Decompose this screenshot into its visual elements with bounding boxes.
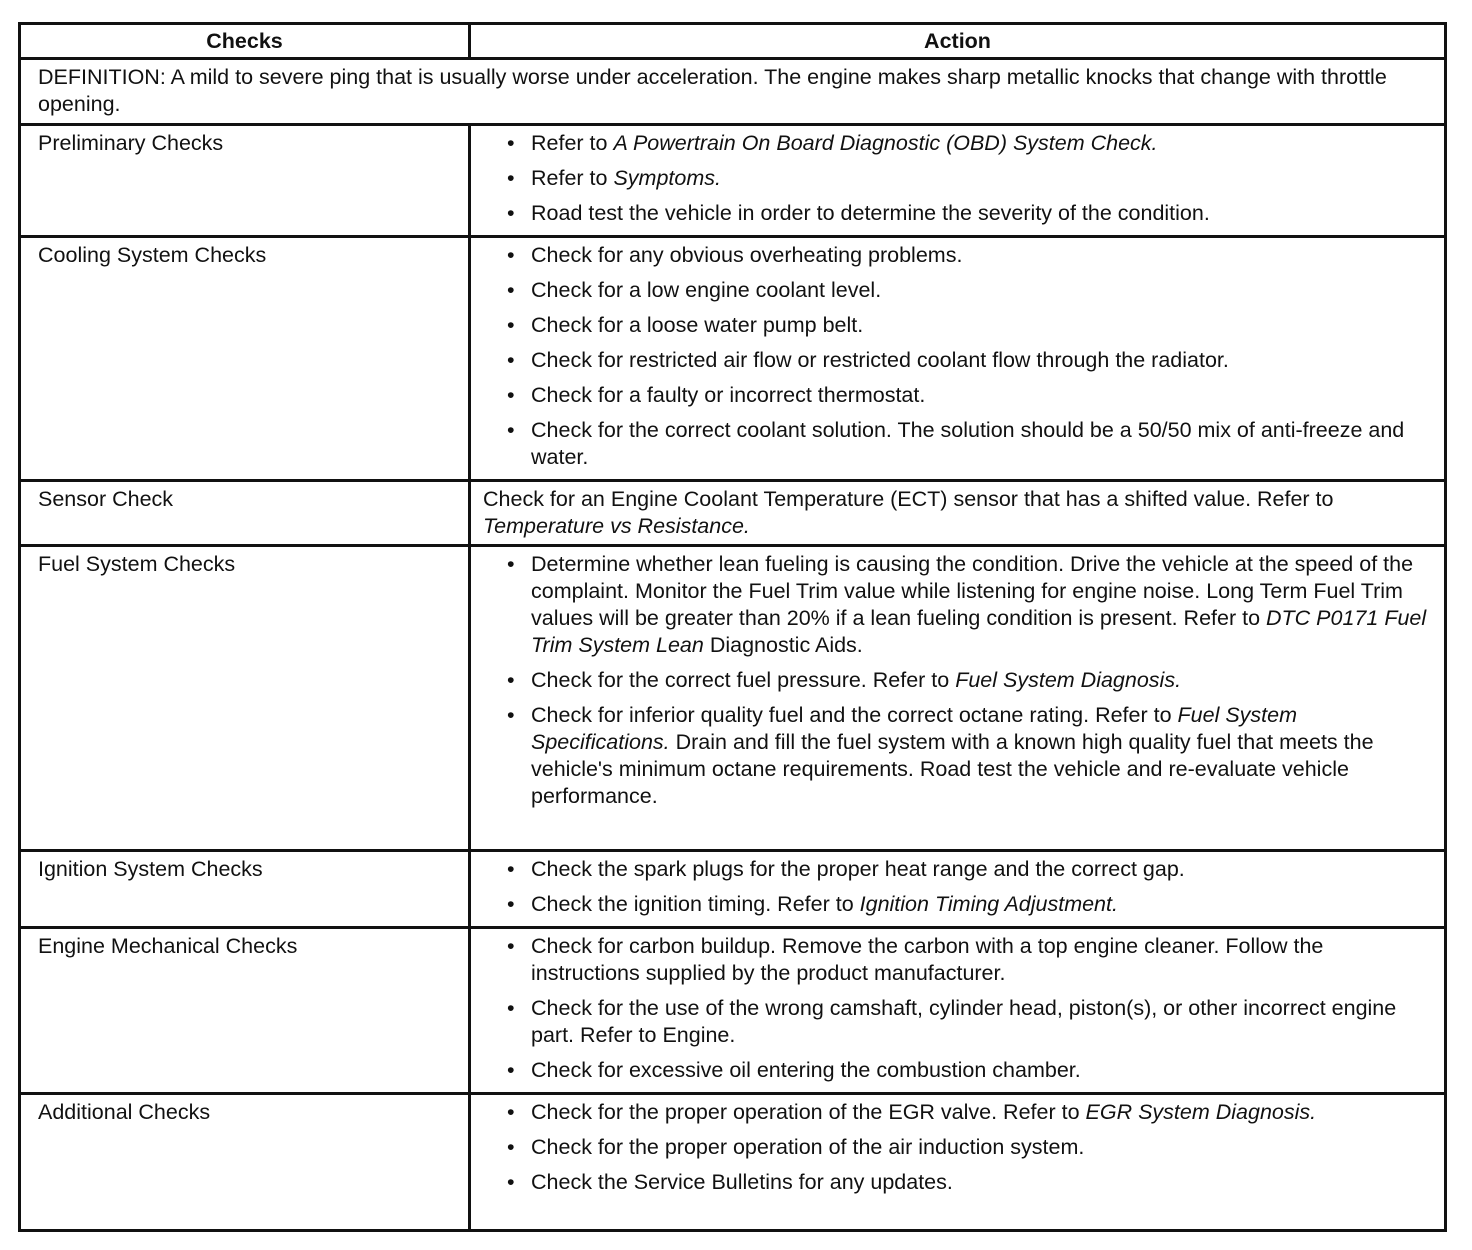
action-item — [531, 891, 1434, 918]
check-row — [20, 851, 1446, 928]
check-name: Engine Mechanical Checks — [20, 928, 470, 1094]
action-item — [531, 1057, 1434, 1084]
text-segment: Check the spark plugs for the proper heat range and the correct gap. — [531, 857, 1185, 881]
action-item — [531, 277, 1434, 304]
action-item — [531, 130, 1434, 157]
action-item — [531, 165, 1434, 192]
action-item — [531, 242, 1434, 269]
check-row — [20, 546, 1446, 851]
text-segment: Check for the correct coolant solution. The solution should be a 50/50 mix of anti-freeze and water. — [531, 418, 1405, 469]
reference-link-text: A Powertrain On Board Diagnostic (OBD) System Check. — [613, 131, 1158, 155]
text-segment: Check for a low engine coolant level. — [531, 278, 882, 302]
action-item — [531, 417, 1434, 471]
text-segment: Check for a faulty or incorrect thermostat. — [531, 383, 926, 407]
text-segment: Refer to — [531, 131, 614, 155]
check-row — [20, 1094, 1446, 1231]
check-row — [20, 125, 1446, 237]
reference-link-text: Ignition Timing Adjustment. — [859, 892, 1118, 916]
action-cell — [470, 928, 1446, 1094]
reference-link-text: DTC P0171 Fuel Trim System Lean — [531, 606, 1427, 657]
action-cell — [470, 125, 1446, 237]
text-segment: Check for the proper operation of the air induction system. — [531, 1135, 1085, 1159]
check-row — [20, 237, 1446, 481]
text-segment: Check for a loose water pump belt. — [531, 313, 864, 337]
action-item — [531, 856, 1434, 883]
check-name: Sensor Check — [20, 481, 470, 546]
text-segment: Determine whether lean fueling is causing the condition. Drive the vehicle at the speed of the complaint. Monitor the Fuel Trim value while listening for engine noise. Long Term Fuel Trim values will be greater than 20% if a lean fueling condition is present. Refer to — [531, 552, 1414, 630]
text-segment: Check for carbon buildup. Remove the carbon with a top engine cleaner. Follow the instructions supplied by the product manufacturer. — [531, 934, 1324, 985]
text-segment: Check for the use of the wrong camshaft, cylinder head, piston(s), or other incorrect engine part. Refer to Engine. — [531, 996, 1397, 1047]
check-name: Ignition System Checks — [20, 851, 470, 928]
action-cell — [470, 481, 1446, 546]
reference-link-text: Fuel System Diagnosis. — [955, 668, 1182, 692]
check-row — [20, 928, 1446, 1094]
text-segment: Check for excessive oil entering the combustion chamber. — [531, 1058, 1081, 1082]
action-item — [531, 551, 1434, 659]
action-list — [483, 856, 1434, 918]
action-cell — [470, 851, 1446, 928]
header-row — [20, 24, 1446, 59]
text-segment: Check the ignition timing. Refer to — [531, 892, 860, 916]
diagnostic-table — [18, 22, 1447, 1232]
action-item — [531, 382, 1434, 409]
text-segment: Check for the proper operation of the EGR valve. Refer to — [531, 1100, 1086, 1124]
text-segment: Refer to — [531, 166, 614, 190]
action-cell — [470, 1094, 1446, 1231]
action-item — [531, 1099, 1434, 1126]
text-segment: Check for an Engine Coolant Temperature (ECT) sensor that has a shifted value. Refer to — [483, 487, 1334, 511]
checks-header: Checks — [20, 24, 470, 59]
check-name: Preliminary Checks — [20, 125, 470, 237]
check-row — [20, 481, 1446, 546]
action-item — [531, 1169, 1434, 1196]
text-segment: Check for the correct fuel pressure. Refer to — [531, 668, 956, 692]
definition-text: DEFINITION: A mild to severe ping that is usually worse under acceleration. The engine makes sharp metallic knocks that change with throttle opening. — [20, 59, 1446, 125]
text-segment: Check for restricted air flow or restricted coolant flow through the radiator. — [531, 348, 1229, 372]
check-name: Cooling System Checks — [20, 237, 470, 481]
action-header: Action — [470, 24, 1446, 59]
text-segment: Diagnostic Aids. — [703, 633, 863, 657]
action-item — [531, 995, 1434, 1049]
text-segment: Check for inferior quality fuel and the correct octane rating. Refer to — [531, 703, 1178, 727]
action-list — [483, 1099, 1434, 1196]
reference-link-text: EGR System Diagnosis. — [1085, 1100, 1317, 1124]
action-list — [483, 933, 1434, 1084]
text-segment: Check for any obvious overheating problems. — [531, 243, 963, 267]
action-cell — [470, 237, 1446, 481]
action-item — [531, 347, 1434, 374]
action-item — [531, 702, 1434, 810]
action-item — [531, 312, 1434, 339]
action-item — [531, 933, 1434, 987]
action-item — [531, 667, 1434, 694]
check-name: Fuel System Checks — [20, 546, 470, 851]
reference-link-text: Temperature vs Resistance. — [483, 514, 750, 538]
action-list — [483, 130, 1434, 227]
reference-link-text: Fuel System Specifications. — [531, 703, 1298, 754]
text-segment: Drain and fill the fuel system with a known high quality fuel that meets the vehicle's minimum octane requirements. Road test the vehicle and re-evaluate vehicle performance. — [531, 730, 1374, 808]
action-item — [531, 1134, 1434, 1161]
text-segment: Check the Service Bulletins for any updates. — [531, 1170, 953, 1194]
check-name: Additional Checks — [20, 1094, 470, 1231]
reference-link-text: Symptoms. — [613, 166, 721, 190]
action-cell — [470, 546, 1446, 851]
text-segment: Road test the vehicle in order to determine the severity of the condition. — [531, 201, 1210, 225]
definition-row — [20, 59, 1446, 125]
action-item — [531, 200, 1434, 227]
action-list — [483, 551, 1434, 810]
action-list — [483, 242, 1434, 471]
